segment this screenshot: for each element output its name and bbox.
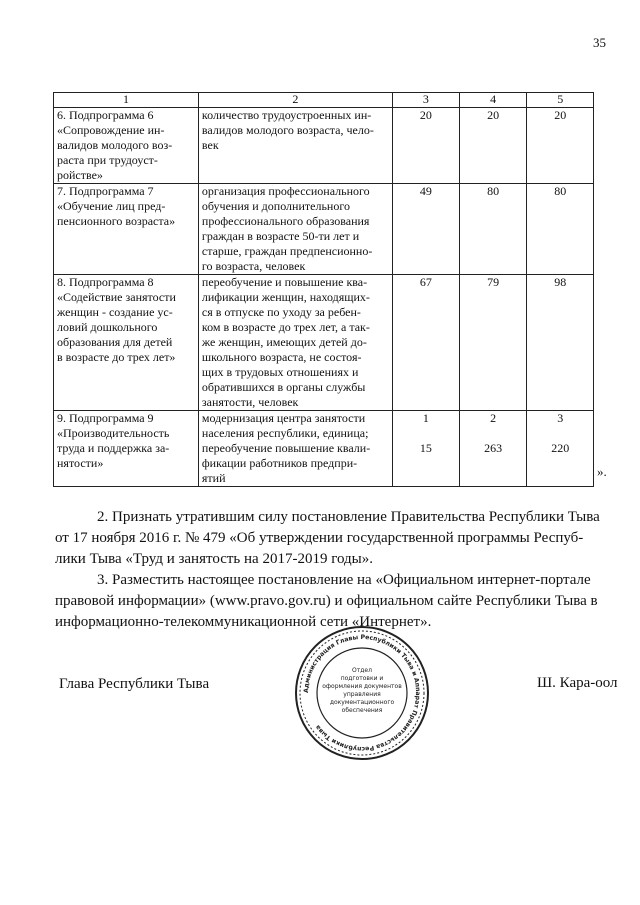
indicator-cell [198, 275, 392, 411]
program-line: ройстве» [57, 168, 103, 182]
indicator-line: лификации женщин, находящих- [201, 290, 370, 304]
program-line: раста при трудоуст- [57, 153, 158, 167]
table-closing-mark: ». [597, 464, 607, 479]
program-line: 6. Подпрограмма 6 [57, 108, 154, 122]
signatory-name: Ш. Кара-оол [537, 675, 618, 691]
indicators-table [53, 92, 594, 487]
stamp-center-line: оформления документов [322, 683, 402, 690]
stamp-center-line: подготовки и [340, 675, 384, 682]
value: 80 [487, 184, 500, 198]
paragraph-text: 2. Признать утратившим силу постановление Правительства Республики Тыва [97, 509, 600, 525]
program-line: «Производительность [57, 426, 170, 440]
paragraph-line [55, 507, 601, 528]
value-cell [459, 184, 527, 275]
paragraph-text: 3. Разместить настоящее постановление на «Официальном интернет-портале [97, 572, 591, 588]
indicator-line: фикации работников предпри- [201, 456, 358, 470]
program-cell [54, 108, 199, 184]
stamp-center-line: документационного [329, 699, 395, 706]
header-cell-1: 1 [54, 93, 199, 108]
paragraph-line: правовой информации» (www.pravo.gov.ru) и официальном сайте Республики Тыва в [55, 593, 598, 609]
official-stamp [294, 625, 430, 761]
value: 2 [490, 411, 497, 425]
indicator-line: переобучение и повышение ква- [201, 275, 368, 289]
indicator-line: обратившихся в органы службы [201, 380, 366, 394]
indicator-line: го возраста, человек [201, 259, 306, 273]
program-cell [54, 275, 199, 411]
value [530, 426, 590, 441]
value-cell [527, 108, 594, 184]
value-cell [459, 411, 527, 487]
indicator-line: переобучение повышение квали- [201, 441, 371, 455]
value: 3 [557, 411, 564, 425]
page-number: 35 [593, 35, 606, 50]
program-line: пенсионного возраста» [57, 214, 176, 228]
paragraph-3 [55, 570, 601, 633]
program-line: образования для детей [57, 335, 173, 349]
table-row [54, 275, 594, 411]
header-cell-3: 3 [392, 93, 459, 108]
indicator-line: занятости, человек [201, 395, 299, 409]
value: 20 [487, 108, 500, 122]
stamp-ring-text: Администрация Главы Республики Тыва и Аппарат Правительства Республики Тыва [302, 633, 422, 753]
indicator-line: ком в возрасте до трех лет, а так- [201, 320, 370, 334]
indicator-line: щих в трудовых отношениях и [201, 365, 359, 379]
value-cell [527, 411, 594, 487]
program-line: труда и поддержка за- [57, 441, 170, 455]
program-cell [54, 184, 199, 275]
table-row [54, 411, 594, 487]
indicator-line: валидов молодого возраста, чело- [201, 123, 374, 137]
value: 15 [419, 441, 432, 455]
table-row [54, 108, 594, 184]
stamp-center-line: управления [343, 691, 381, 698]
value: 49 [419, 184, 432, 198]
program-cell [54, 411, 199, 487]
program-line: нятости» [57, 456, 104, 470]
paragraph-line: от 17 ноября 2016 г. № 479 «Об утверждении государственной программы Респуб- [55, 530, 584, 546]
indicator-cell [198, 411, 392, 487]
indicator-line: профессионального образования [201, 214, 370, 228]
value: 20 [554, 108, 567, 122]
indicator-line: граждан в возрасте 50-ти лет и [201, 229, 360, 243]
header-cell-5: 5 [527, 93, 594, 108]
value [396, 426, 456, 441]
indicator-cell [198, 108, 392, 184]
value: 98 [554, 275, 567, 289]
program-line: женщин - создание ус- [57, 305, 173, 319]
paragraph-line: лики Тыва «Труд и занятость на 2017-2019 годы». [55, 551, 374, 567]
program-line: 8. Подпрограмма 8 [57, 275, 154, 289]
value-cell [392, 108, 459, 184]
table-header-row [54, 93, 594, 108]
value: 263 [484, 441, 503, 455]
paragraph-line: информационно-телекоммуникационной сети «Интернет». [55, 614, 432, 630]
stamp-center-line: обеспечения [341, 707, 383, 714]
program-line: 7. Подпрограмма 7 [57, 184, 154, 198]
header-cell-2: 2 [198, 93, 392, 108]
indicator-line: школьного возраста, не состоя- [201, 350, 362, 364]
value-cell [392, 275, 459, 411]
indicator-line: обучения и дополнительного [201, 199, 350, 213]
value-cell [459, 108, 527, 184]
indicator-line: населения республики, единица; [201, 426, 369, 440]
indicator-line: век [201, 138, 219, 152]
indicator-line: модернизация центра занятости [201, 411, 366, 425]
program-line: валидов молодого воз- [57, 138, 173, 152]
value: 67 [419, 275, 432, 289]
value-cell [527, 184, 594, 275]
indicator-line: же женщин, имеющих детей до- [201, 335, 367, 349]
value: 220 [551, 441, 570, 455]
value-cell [527, 275, 594, 411]
indicator-line: ятий [201, 471, 226, 485]
value: 79 [487, 275, 500, 289]
value-cell [392, 411, 459, 487]
indicator-line: организация профессионального [201, 184, 370, 198]
value-cell [392, 184, 459, 275]
indicator-line: количество трудоустроенных ин- [201, 108, 372, 122]
table-row [54, 184, 594, 275]
value: 1 [422, 411, 429, 425]
value: 20 [419, 108, 432, 122]
signatory-title: Глава Республики Тывa [59, 676, 210, 692]
indicator-line: ся в отпуске по уходу за ребен- [201, 305, 361, 319]
value: 80 [554, 184, 567, 198]
indicator-cell [198, 184, 392, 275]
header-cell-4: 4 [459, 93, 527, 108]
program-line: «Содействие занятости [57, 290, 176, 304]
program-line: «Сопровождение ин- [57, 123, 165, 137]
program-line: ловий дошкольного [57, 320, 158, 334]
program-line: 9. Подпрограмма 9 [57, 411, 154, 425]
value-cell [459, 275, 527, 411]
paragraph-line [55, 570, 601, 591]
value [463, 426, 524, 441]
paragraph-2 [55, 507, 601, 570]
indicator-line: старше, граждан предпенсионно- [201, 244, 373, 258]
program-line: «Обучение лиц пред- [57, 199, 166, 213]
stamp-center-line: Отдел [352, 667, 372, 674]
program-line: в возрасте до трех лет» [57, 350, 176, 364]
